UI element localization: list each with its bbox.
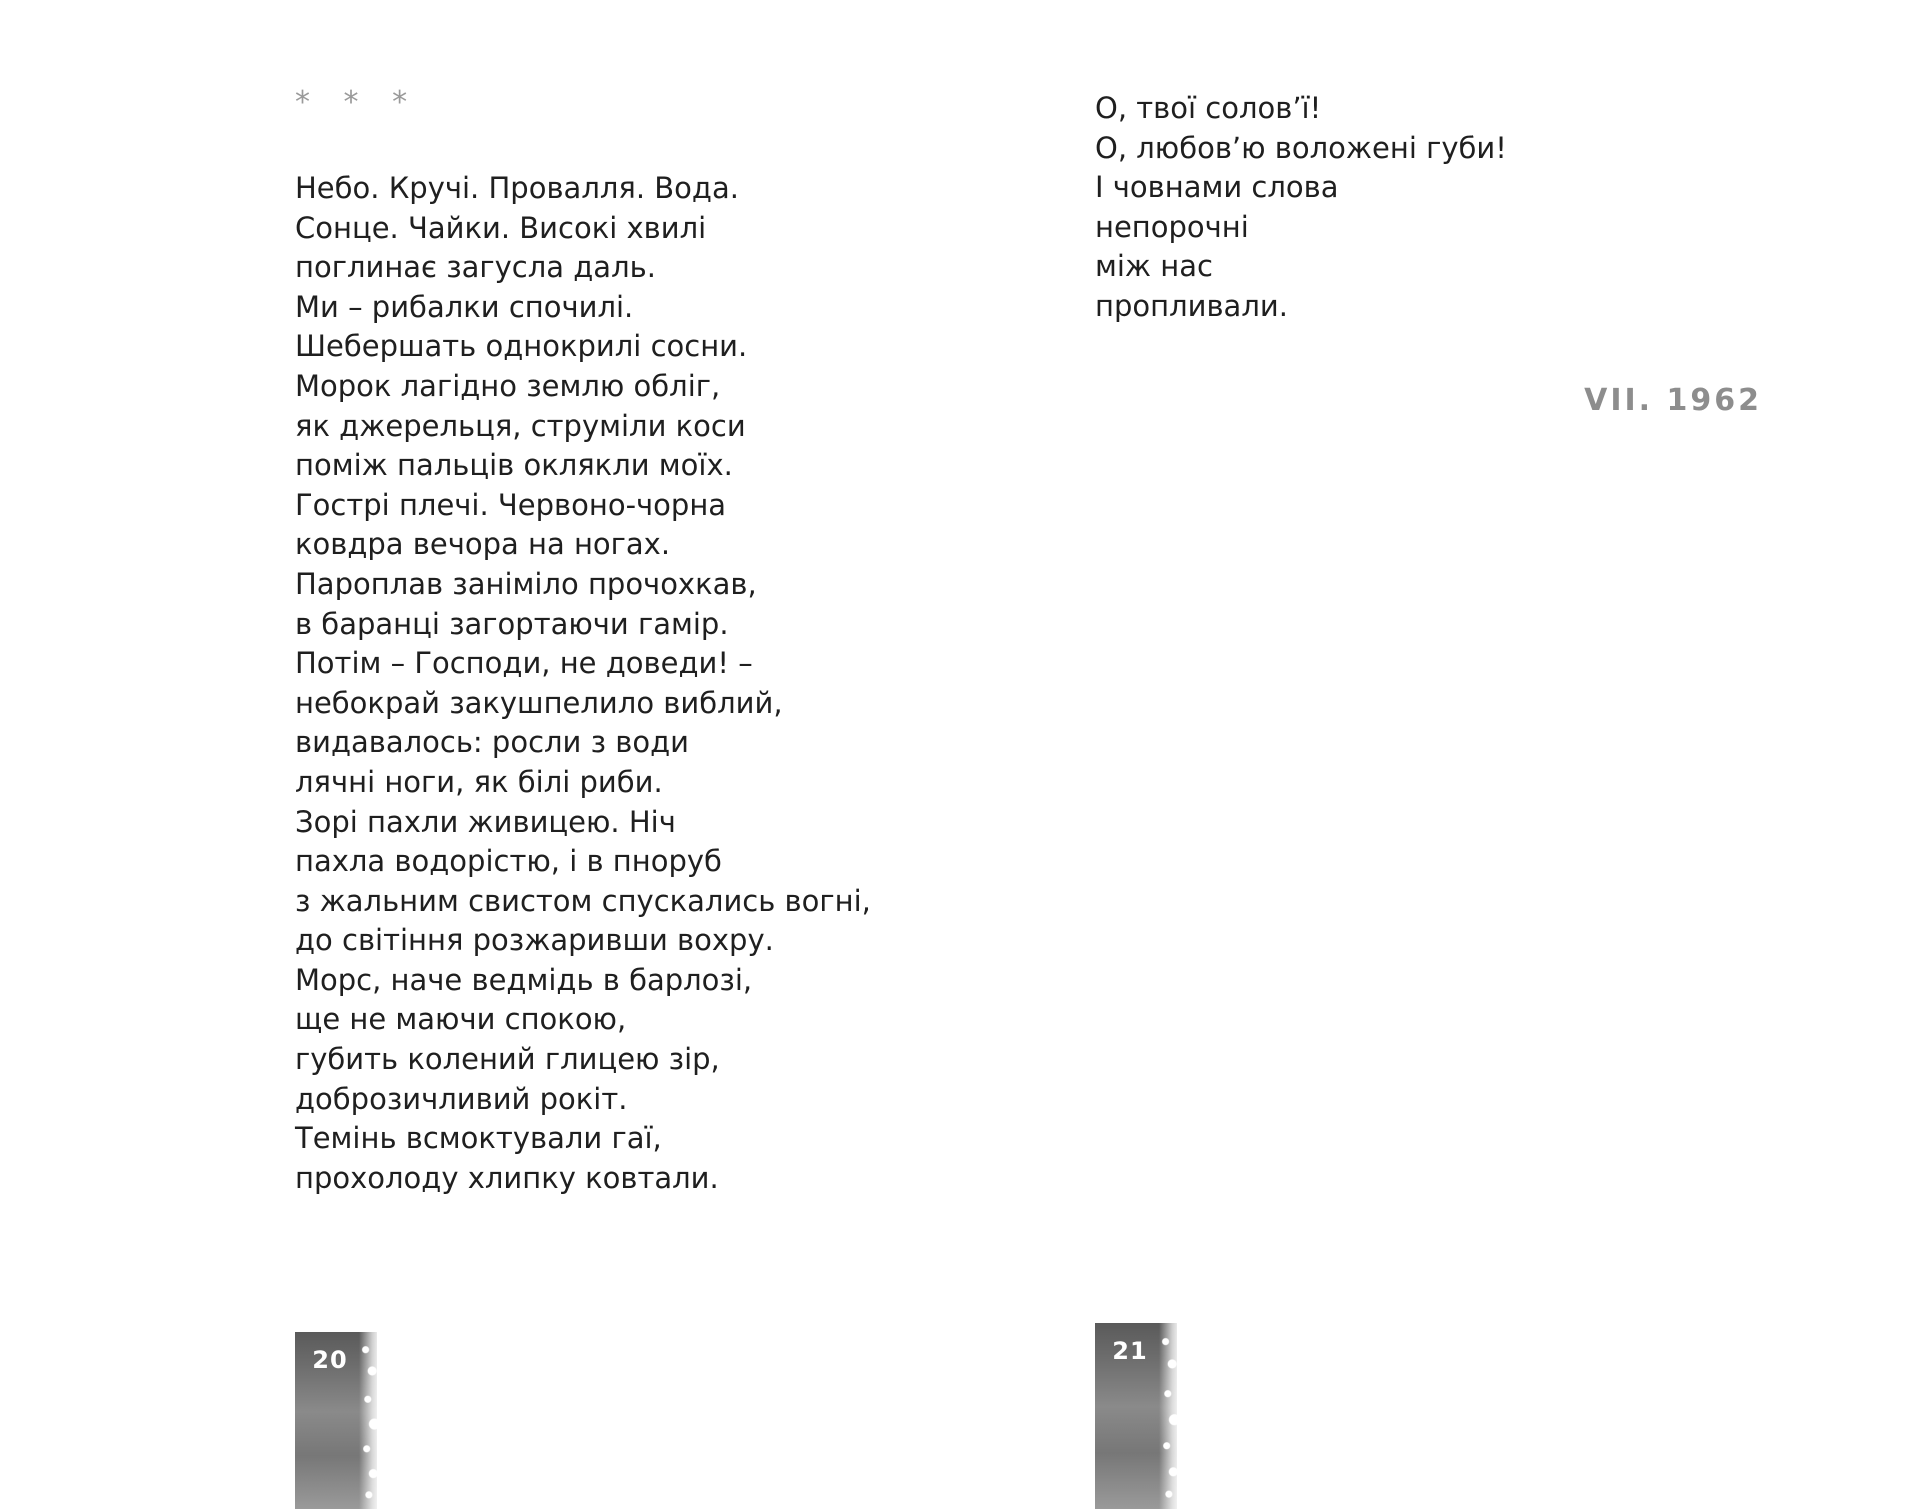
poem-line: І човнами слова	[1095, 170, 1339, 205]
poem-line: поміж пальців оклякли моїх.	[295, 448, 733, 483]
poem-line: Морс, наче ведмідь в барлозі,	[295, 962, 753, 997]
poem-line: ще не маючи спокою,	[295, 1002, 627, 1037]
poem-line: Ми – рибалки спочилі.	[295, 289, 634, 324]
poem-line: в баранці загортаючи гамір.	[295, 606, 729, 641]
poem-line: Темінь всмоктували гаї,	[295, 1121, 662, 1156]
poem-line: з жальним свистом спускались вогні,	[295, 883, 871, 918]
poem-line: Зорі пахли живицею. Ніч	[295, 804, 676, 839]
page-number: 21	[1112, 1337, 1148, 1365]
poem-line: до світіння розжаривши вохру.	[295, 923, 774, 958]
poem-line: доброзичливий рокіт.	[295, 1081, 628, 1116]
poem-line: О, твої солов’ї!	[1095, 91, 1322, 125]
poem-line: Морок лагідно землю обліг,	[295, 368, 721, 403]
poem-line: пахла водорістю, і в пноруб	[295, 844, 722, 879]
right-page	[960, 0, 1920, 1509]
poem-line: ковдра вечора на ногах.	[295, 527, 671, 562]
poem-right	[1095, 89, 1507, 327]
poem-line: поглинає загусла даль.	[295, 250, 656, 285]
poem-line: видавалось: росли з води	[295, 725, 689, 760]
page-number-tab-left	[295, 1332, 377, 1509]
section-asterisks: * * *	[295, 85, 420, 120]
poem-line: як джерельця, струміли коси	[295, 408, 746, 443]
poem-line: Гострі плечі. Червоно-чорна	[295, 487, 727, 522]
poem-line: непорочні	[1095, 209, 1249, 244]
poem-line: О, любов’ю воложені губи!	[1095, 130, 1507, 165]
poem-left	[295, 169, 871, 1198]
poem-line: Пароплав заніміло прочохкав,	[295, 566, 757, 601]
poem-line: Шебершать однокрилі сосни.	[295, 329, 748, 364]
poem-line: губить колений глицею зір,	[295, 1042, 720, 1077]
page-number-tab-right	[1095, 1323, 1177, 1509]
poem-line: лячні ноги, як білі риби.	[295, 764, 663, 799]
poem-line: прохолоду хлипку ковтали.	[295, 1160, 719, 1195]
poem-line: між нас	[1095, 249, 1213, 284]
page-number: 20	[312, 1346, 348, 1374]
poem-line: небокрай закушпелило виблий,	[295, 685, 783, 720]
poem-line: Небо. Кручі. Провалля. Вода.	[295, 171, 739, 205]
poem-line: пропливали.	[1095, 288, 1288, 323]
poem-line: Сонце. Чайки. Високі хвилі	[295, 210, 707, 245]
poem-date: VII. 1962	[1584, 383, 1762, 418]
poem-line: Потім – Господи, не доведи! –	[295, 646, 753, 681]
